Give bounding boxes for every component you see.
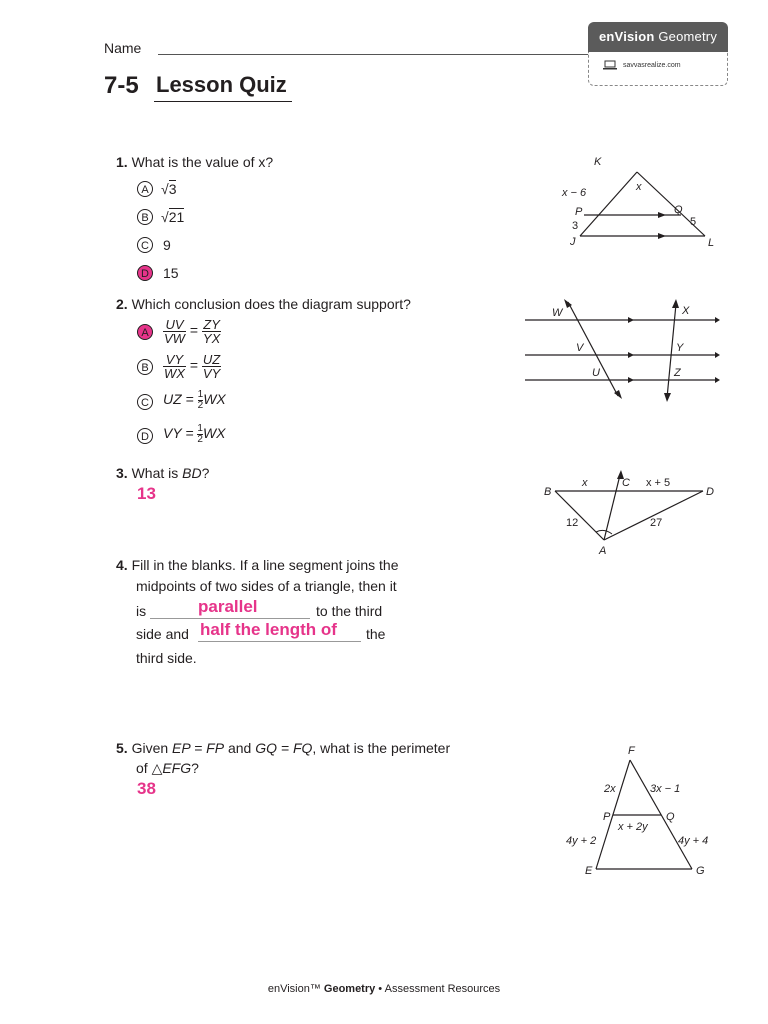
question-number: 4.: [116, 557, 128, 573]
choice-bubble[interactable]: B: [137, 359, 153, 375]
label-u: U: [592, 367, 600, 379]
label-w: W: [552, 307, 563, 319]
question-number: 5.: [116, 740, 128, 756]
label-f: F: [628, 745, 635, 757]
label-kq: x: [636, 181, 642, 193]
label-p: P: [575, 206, 583, 218]
choice-text: 9: [163, 237, 171, 253]
label-y: Y: [676, 342, 684, 354]
question-2: [116, 296, 411, 313]
choice-text: $\frac{UV}{VW}$ = $\frac{ZY}{YX}$: [164, 317, 221, 346]
question-prompt: Which conclusion does the diagram support?: [131, 296, 411, 312]
label-z: Z: [674, 367, 681, 379]
choice-text: UZ = $\frac{1}{2}WX$: [163, 389, 226, 411]
question-text-line-2: midpoints of two sides of a triangle, then it: [136, 578, 397, 594]
blank-2[interactable]: [198, 620, 361, 642]
choice-bubble[interactable]: C: [137, 394, 153, 410]
label-pj: 3: [572, 220, 579, 232]
choice-bubble[interactable]: D: [137, 428, 153, 444]
question-5-line-2: of △EFG?: [136, 760, 199, 776]
choice-bubble-selected[interactable]: D: [137, 265, 153, 281]
label-a: A: [599, 545, 607, 557]
question-1: [116, 154, 273, 171]
q2-diagram: [520, 296, 720, 406]
question-number: 1.: [116, 154, 128, 170]
is-label: is: [136, 603, 147, 619]
choice-bubble-selected[interactable]: A: [137, 324, 153, 340]
label-c: C: [622, 477, 630, 489]
label-v: V: [576, 342, 584, 354]
label-g: G: [696, 865, 705, 877]
label-pe: 4y + 2: [566, 835, 597, 847]
brand-url[interactable]: savvasrealize.com: [623, 62, 681, 69]
q1-diagram: [540, 150, 730, 255]
question-number: 2.: [116, 296, 128, 312]
label-x: X: [682, 305, 690, 317]
side-and-label: side and: [136, 626, 189, 642]
laptop-icon: [603, 60, 617, 70]
label-ab: 12: [566, 517, 579, 529]
blank-2-answer: half the length of: [200, 620, 337, 639]
choice-bubble[interactable]: B: [137, 209, 153, 225]
label-bc: x: [582, 477, 588, 489]
q5-answer[interactable]: 38: [137, 779, 156, 798]
label-k: K: [594, 156, 602, 168]
label-fq: 3x − 1: [650, 783, 681, 795]
choice-text: $\frac{VY}{WX}$ = $\frac{UZ}{VY}$: [164, 352, 221, 381]
choice-text: √3: [161, 181, 177, 197]
choice-text: √21: [161, 209, 185, 225]
label-cd: x + 5: [646, 477, 671, 489]
label-b: B: [544, 486, 552, 498]
label-q: Q: [674, 204, 683, 216]
lesson-number: 7-5: [104, 72, 139, 99]
name-label: Name: [104, 40, 142, 56]
third-side-label: third side.: [136, 650, 197, 666]
blank-1[interactable]: [150, 597, 310, 619]
label-p: P: [603, 811, 611, 823]
name-field[interactable]: [158, 54, 588, 55]
label-qg: 4y + 4: [678, 835, 709, 847]
question-3: [116, 465, 209, 482]
the-label: the: [366, 626, 386, 642]
question-prompt: What is BD?: [131, 465, 210, 481]
label-d: D: [706, 486, 714, 498]
label-e: E: [585, 865, 593, 877]
q3-answer[interactable]: 13: [137, 484, 156, 503]
choice-bubble[interactable]: A: [137, 181, 153, 197]
label-q: Q: [666, 811, 675, 823]
label-l: L: [708, 237, 715, 249]
label-pq: x + 2y: [618, 821, 648, 833]
label-ad: 27: [650, 517, 663, 529]
question-prompt: What is the value of x?: [131, 154, 274, 170]
q5-diagram: [560, 742, 730, 882]
label-j: J: [570, 236, 576, 248]
brand-url-box: [588, 52, 728, 86]
question-text-line-1: Fill in the blanks. If a line segment joins the: [131, 557, 399, 573]
question-4: [116, 557, 399, 574]
brand-logo: enVision Geometry: [588, 22, 728, 52]
brand-box: [588, 22, 728, 86]
label-kp: x − 6: [562, 187, 587, 199]
question-5: 5. Given EP = FP and GQ = FQ, what is the perimeter: [116, 740, 451, 756]
page-footer: enVision™ Geometry • Assessment Resources: [267, 983, 501, 995]
q3-diagram: [538, 468, 718, 563]
label-fp: 2x: [604, 783, 616, 795]
title-underline: [154, 101, 292, 102]
question-number: 3.: [116, 465, 128, 481]
page-title: Lesson Quiz: [156, 72, 287, 97]
choice-bubble[interactable]: C: [137, 237, 153, 253]
label-ql: 5: [690, 216, 697, 228]
choice-text: VY = $\frac{1}{2}WX$: [163, 423, 226, 445]
blank-1-answer: parallel: [198, 597, 258, 616]
to-third-label: to the third: [316, 603, 383, 619]
choice-text: 15: [163, 265, 179, 281]
